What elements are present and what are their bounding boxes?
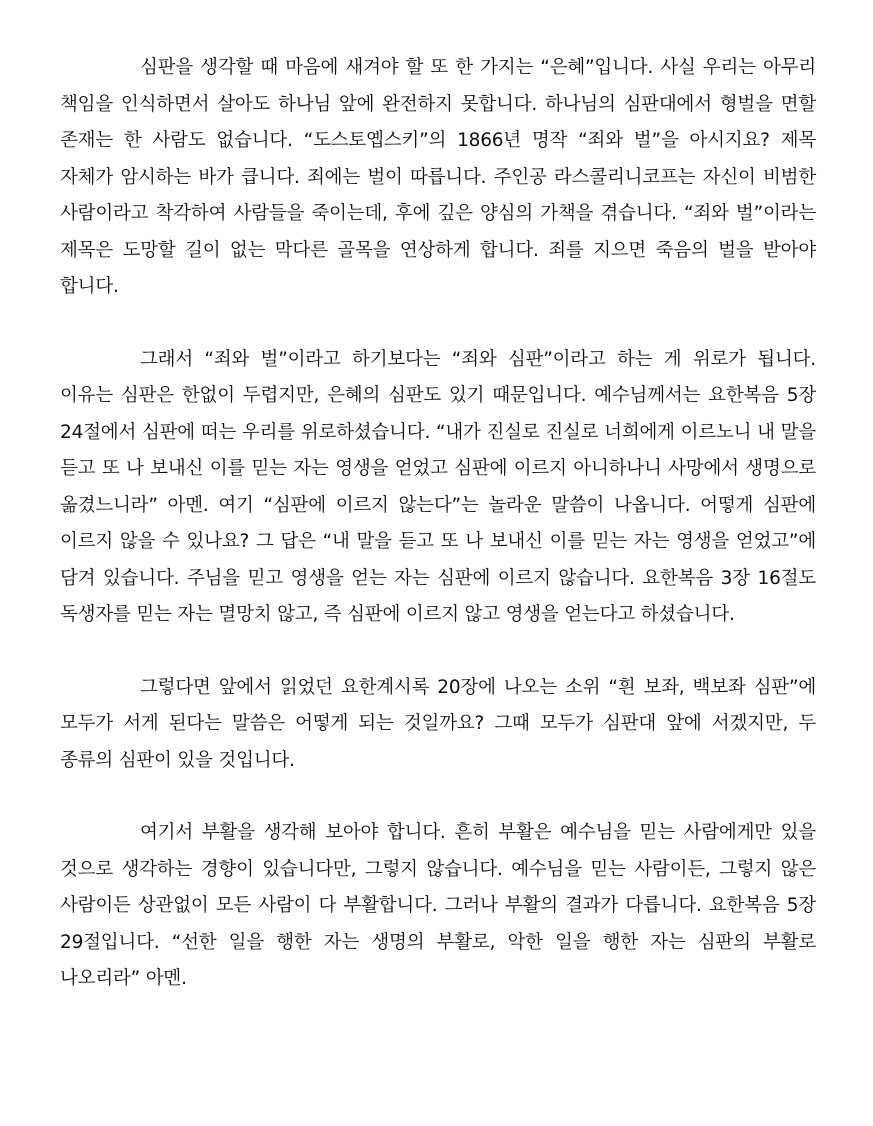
paragraph-resurrection: 여기서 부활을 생각해 보아야 합니다. 흔히 부활은 예수님을 믿는 사람에게만 있을 것으로 생각하는 경향이 있습니다만, 그렇지 않습니다. 예수님을 믿는 사람이든, 그렇지 않은 사람이든 상관없이 모든 사람이 다 부활합니다. 그러나 부활의 결과가 다릅니다. 요한복음 5장 29절입니다. “선한 일을 행한 자는 생명의 부활로, 악한 일을 행한 자는 심판의 부활로 나오리라” 아멘. [60,822,816,989]
paragraph-sin-and-judgment: 그래서 “죄와 벌”이라고 하기보다는 “죄와 심판”이라고 하는 게 위로가 됩니다. 이유는 심판은 한없이 두렵지만, 은혜의 심판도 있기 때문입니다. 예수님께서는 요한복음 5장 24절에서 심판에 떠는 우리를 위로하셨습니다. “내가 진실로 진실로 너희에게 이르노니 내 말을 듣고 또 나 보내신 이를 믿는 자는 영생을 얻었고 심판에 이르지 아니하나니 사망에서 생명으로 옮겼느니라” 아멘. 여기 “심판에 이르지 않는다”는 놀라운 말씀이 나옵니다. 어떻게 심판에 이르지 않을 수 있나요? 그 답은 “내 말을 듣고 또 나 보내신 이를 믿는 자는 영생을 얻었고”에 담겨 있습니다. 주님을 믿고 영생을 얻는 자는 심판에 이르지 않습니다. 요한복음 3장 16절도 독생자를 믿는 자는 멸망치 않고, 즉 심판에 이르지 않고 영생을 얻는다고 하셨습니다. [60,348,816,625]
paragraph-grace: 심판을 생각할 때 마음에 새겨야 할 또 한 가지는 “은혜”입니다. 사실 우리는 아무리 책임을 인식하면서 살아도 하나님 앞에 완전하지 못합니다. 하나님의 심판대에서 형벌을 면할 존재는 한 사람도 없습니다. “도스토옙스키”의 1866년 명작 “죄와 벌”을 아시지요? 제목 자체가 암시하는 바가 큽니다. 죄에는 벌이 따릅니다. 주인공 라스콜리니코프는 자신이 비범한 사람이라고 착각하여 사람들을 죽이는데, 후에 깊은 양심의 가책을 겪습니다. “죄와 벌”이라는 제목은 도망할 길이 없는 막다른 골목을 연상하게 합니다. 죄를 지으면 죽음의 벌을 받아야 합니다. [60,57,816,297]
document-body [60,50,816,998]
paragraph-white-throne: 그렇다면 앞에서 읽었던 요한계시록 20장에 나오는 소위 “흰 보좌, 백보좌 심판”에 모두가 서게 된다는 말씀은 어떻게 되는 것일까요? 그때 모두가 심판대 앞에 서겠지만, 두 종류의 심판이 있을 것입니다. [60,676,816,771]
